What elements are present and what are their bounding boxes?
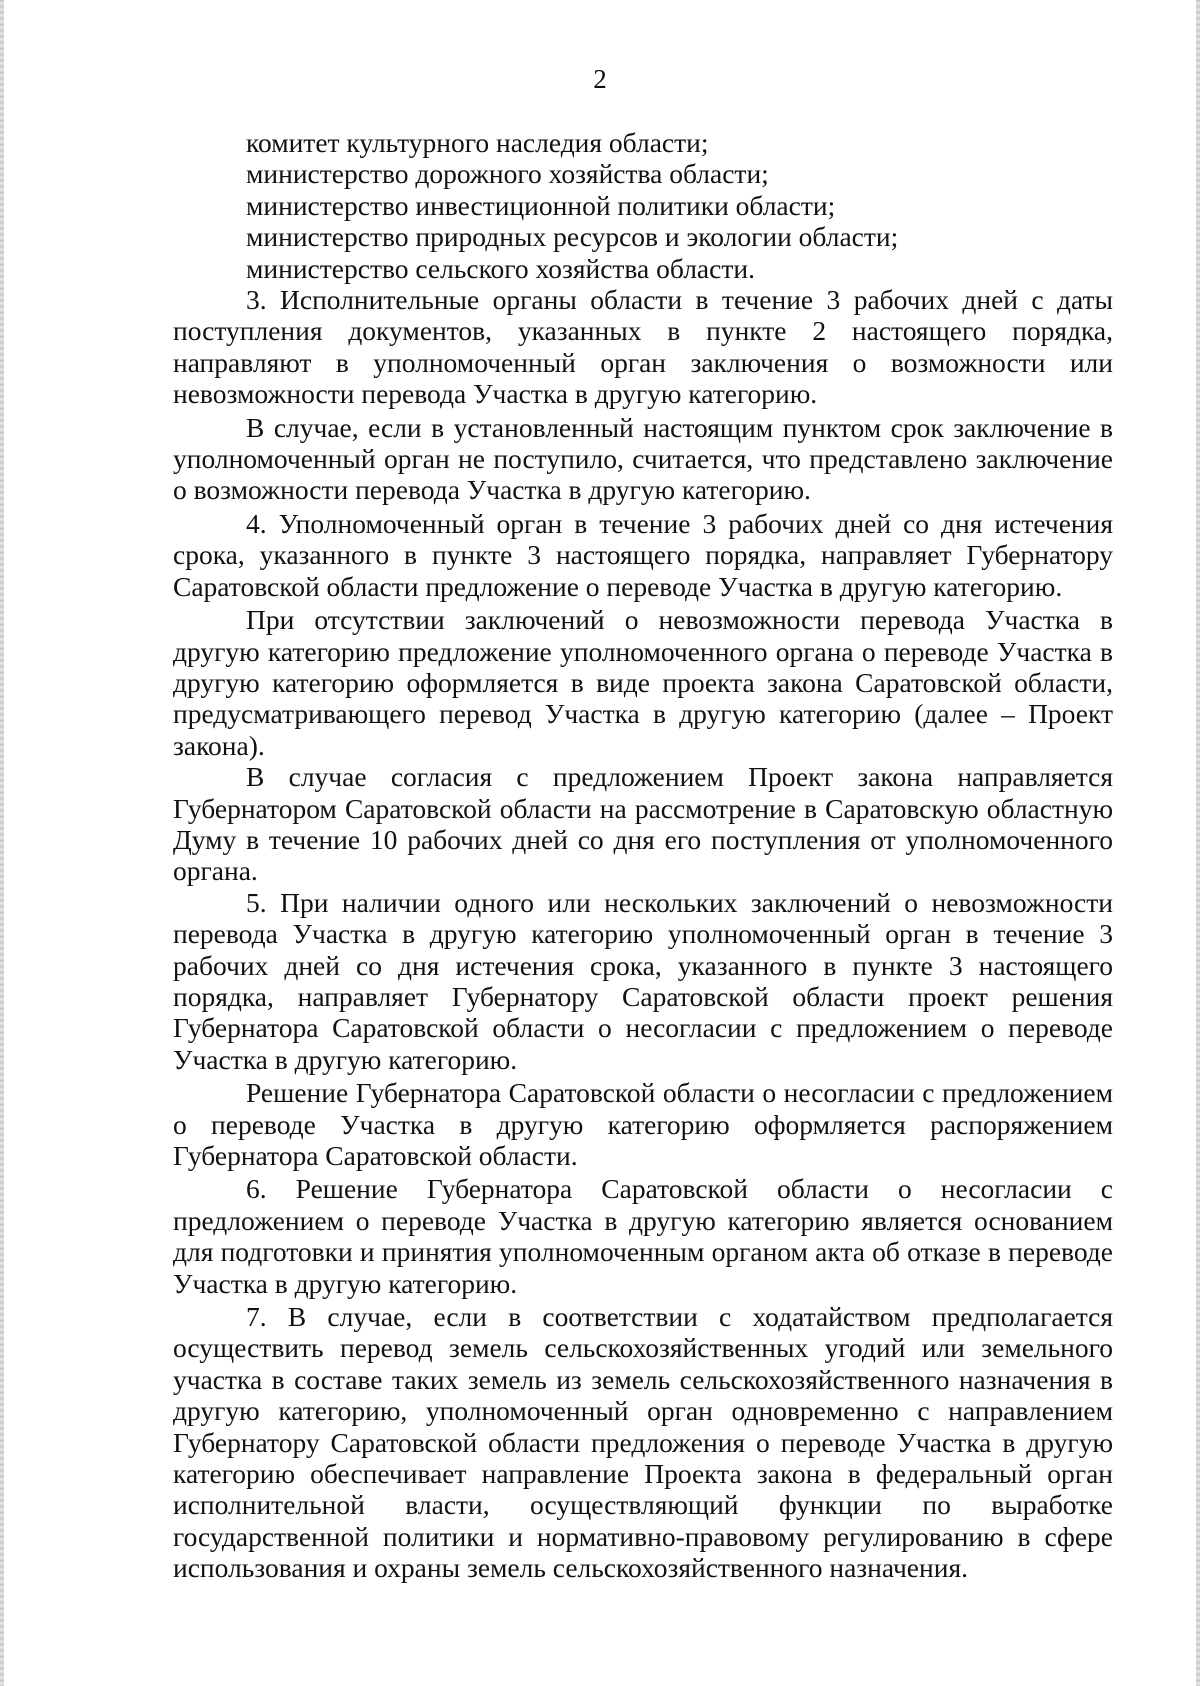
document-body	[173, 127, 1113, 1584]
list-item-paragraph: министерство сельского хозяйства области.	[246, 252, 755, 284]
scan-edge-left	[0, 0, 4, 1686]
clause-7-paragraph: 7. В случае, если в соответствии с ходатайством предполагается осуществить перевод земель сельскохозяйственных угодий или земельного участка в составе таких земель из земель сельскохозяйственного назначения в другую категорию, уполномоченный орган одновременно с направлением Губернатору Саратовской области предложения о переводе Участка в другую категорию обеспечивает направление Проекта закона в федеральный орган исполнительной власти, осуществляющий функции по выработке государственной политики и нормативно-правовому регулированию в сфере использования и охраны земель сельскохозяйственного назначения.	[173, 1301, 1113, 1584]
clause-3-paragraph: 3. Исполнительные органы области в течение 3 рабочих дней с даты поступления документов, указанных в пункте 2 настоящего порядка, направляют в уполномоченный орган заключения о возможности или невозможности перевода Участка в другую категорию.	[173, 284, 1113, 410]
list-item-paragraph: министерство природных ресурсов и экологии области;	[246, 221, 899, 253]
list-item-paragraph: министерство дорожного хозяйства области;	[246, 158, 769, 190]
list-item-paragraph: министерство инвестиционной политики области;	[246, 189, 836, 221]
scan-edge-right	[1196, 0, 1200, 1686]
clause-6-paragraph: 6. Решение Губернатора Саратовской области о несогласии с предложением о переводе Участка в другую категорию является основанием для подготовки и принятия уполномоченным органом акта об отказе в переводе Участка в другую категорию.	[173, 1173, 1113, 1299]
page-number: 2	[593, 64, 607, 94]
clause-4-subparagraph: При отсутствии заключений о невозможности перевода Участка в другую категорию предложение уполномоченного органа о переводе Участка в другую категорию оформляется в виде проекта закона Саратовской области, предусматривающего перевод Участка в другую категорию (далее – Проект закона).	[173, 604, 1113, 761]
clause-4-subparagraph: В случае согласия с предложением Проект закона направляется Губернатором Саратовской области на рассмотрение в Саратовскую областную Думу в течение 10 рабочих дней со дня его поступления от уполномоченного органа.	[173, 761, 1113, 887]
list-item-paragraph: комитет культурного наследия области;	[246, 127, 709, 158]
clause-3-subparagraph: В случае, если в установленный настоящим пунктом срок заключение в уполномоченный орган не поступило, считается, что представлено заключение о возможности перевода Участка в другую категорию.	[173, 411, 1113, 506]
clause-4-paragraph: 4. Уполномоченный орган в течение 3 рабочих дней со дня истечения срока, указанного в пункте 3 настоящего порядка, направляет Губернатору Саратовской области предложение о переводе Участка в другую категорию.	[173, 507, 1113, 602]
clause-5-paragraph: 5. При наличии одного или нескольких заключений о невозможности перевода Участка в другую категорию уполномоченный орган в течение 3 рабочих дней со дня истечения срока, указанного в пункте 3 настоящего порядка, направляет Губернатору Саратовской области проект решения Губернатора Саратовской области о несогласии с предложением о переводе Участка в другую категорию.	[173, 886, 1113, 1075]
clause-5-subparagraph: Решение Губернатора Саратовской области о несогласии с предложением о переводе Участка в другую категорию оформляется распоряжением Губернатора Саратовской области.	[173, 1077, 1113, 1171]
